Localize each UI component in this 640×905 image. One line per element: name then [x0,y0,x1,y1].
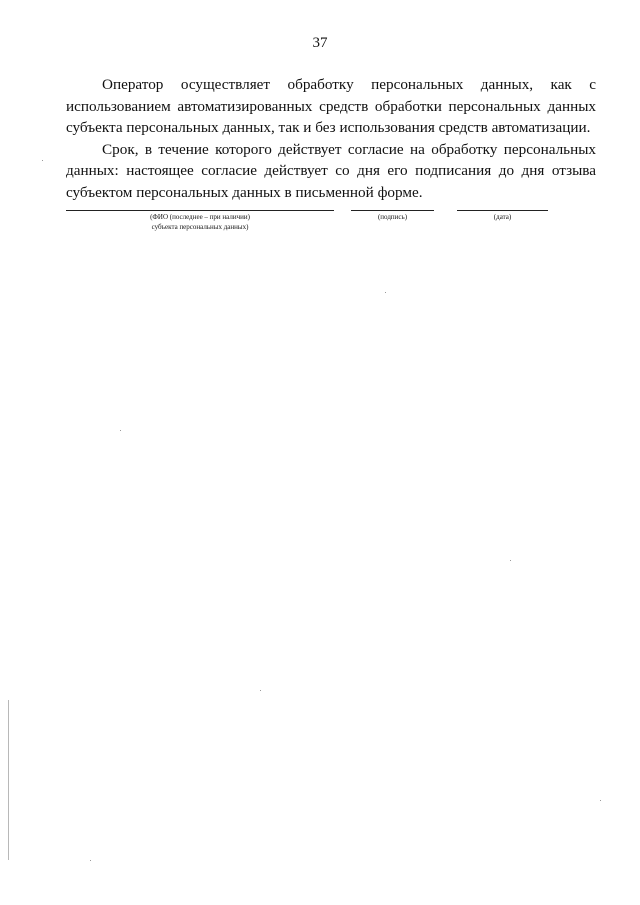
scan-speck [600,800,601,801]
date-caption: (дата) [493,213,512,221]
scan-speck [42,160,43,161]
paragraph-consent-term: Срок, в течение которого действует согласие на обработку персональных данных: настоящее согласие действует со дня его подписания до дня отзыва субъектом персональных данных в письменной форме. [66,140,596,201]
signature-caption: (подпись) [377,213,408,221]
fio-caption-line-1: (ФИО (последнее – при наличии) [150,213,250,221]
scan-speck [120,430,121,431]
page-number: 37 [312,35,328,51]
scan-edge-line [8,700,9,860]
paragraph-processing-methods: Оператор осуществляет обработку персональных данных, как с использованием автоматизированных средств обработки персональных данных субъекта персональных данных, так и без использования средств автоматизации. [66,76,596,136]
signature-field-signature [351,210,434,223]
body-text [66,74,596,203]
fio-caption-line-2: субъекта персональных данных) [151,222,249,231]
scan-speck [385,292,386,293]
scan-speck [510,560,511,561]
scan-speck [260,690,261,691]
scan-speck [90,860,91,861]
signature-field-fio [66,210,334,232]
signature-field-date [457,210,548,223]
